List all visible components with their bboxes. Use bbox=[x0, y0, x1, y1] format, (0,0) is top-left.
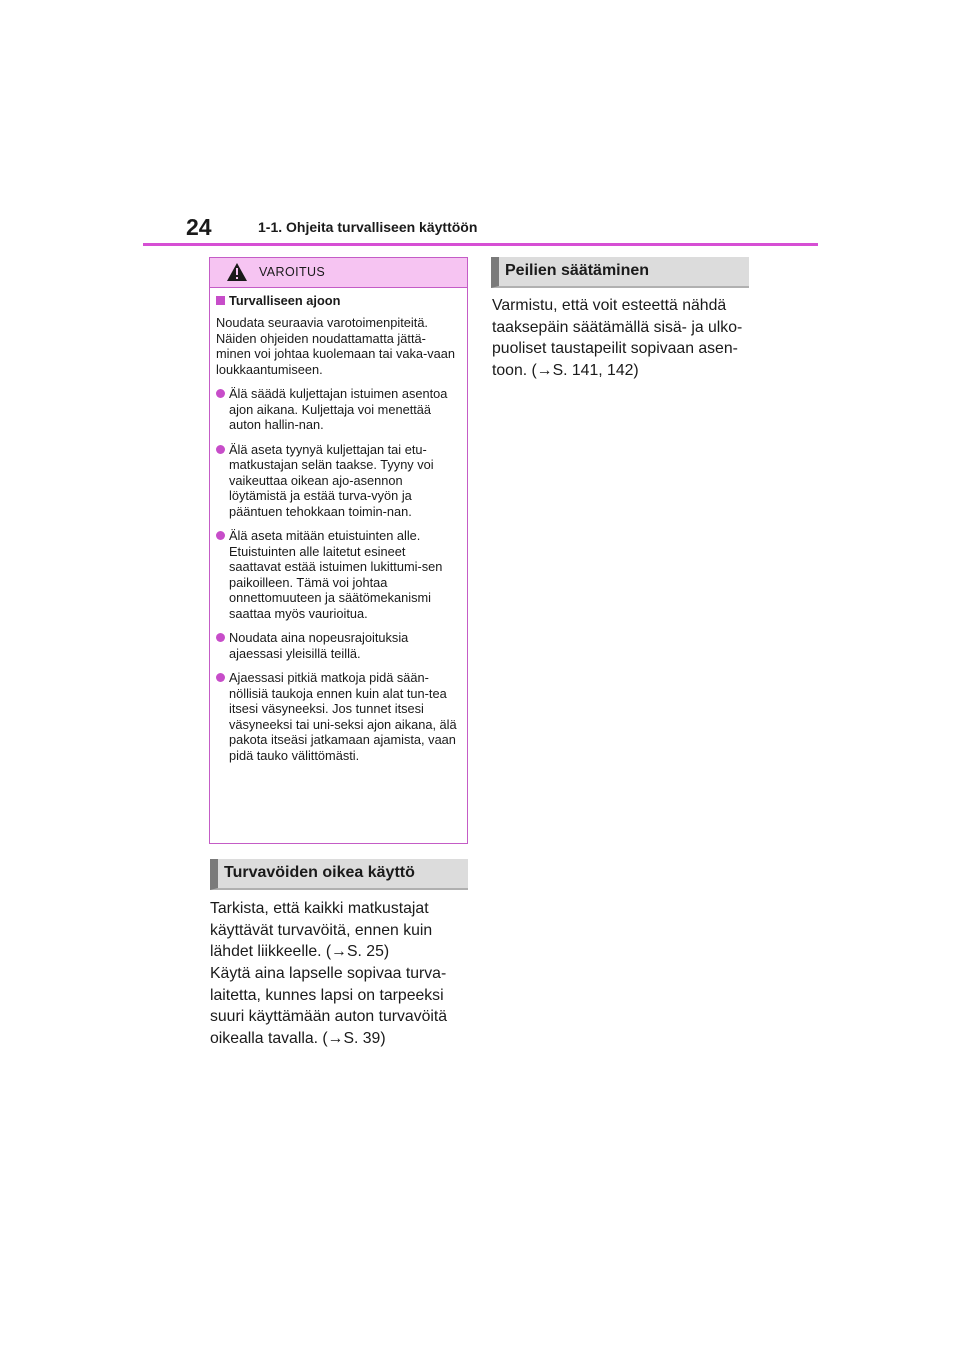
warning-item: Älä aseta tyynyä kuljettajan tai etu-matkustajan selän taakse. Tyyny voi vaikeuttaa oikean ajo-asennon löytämistä ja estää turva-vyön ja pääntuen tehokkaan toimin-nan. bbox=[216, 442, 458, 520]
round-bullet-icon bbox=[216, 673, 225, 682]
seatbelts-heading: Turvavöiden oikea käyttö bbox=[210, 859, 468, 890]
warning-item: Älä säädä kuljettajan istuimen asentoa ajon aikana. Kuljettaja voi menettää auton hallin-nan. bbox=[216, 386, 458, 433]
section-title: 1-1. Ohjeita turvalliseen käyttöön bbox=[258, 219, 478, 235]
warning-header bbox=[210, 258, 467, 288]
round-bullet-icon bbox=[216, 531, 225, 540]
round-bullet-icon bbox=[216, 445, 225, 454]
round-bullet-icon bbox=[216, 389, 225, 398]
mirrors-heading: Peilien säätäminen bbox=[491, 257, 749, 288]
square-bullet-icon bbox=[216, 296, 225, 305]
warning-triangle-icon bbox=[226, 262, 248, 282]
seatbelts-paragraph-2: Käytä aina lapselle sopivaa turva-laitetta, kunnes lapsi on tarpeeksi suuri käyttämään auton turvavöitä oikealla tavalla. (→S. 39) bbox=[210, 965, 448, 1047]
warning-item: Ajaessasi pitkiä matkoja pidä sään-nöllisiä taukoja ennen kuin alat tun-tea itsesi väsyneeksi. Jos tunnet itsesi väsyneeksi tai uni-seksi ajon aikana, älä pakota itseäsi jatkamaan ajamista, vaan pidä tauko välittömästi. bbox=[216, 670, 458, 763]
warning-item: Noudata aina nopeusrajoituksia ajaessasi yleisillä teillä. bbox=[216, 630, 458, 661]
warning-box bbox=[209, 257, 468, 844]
warning-heading: Turvalliseen ajoon bbox=[216, 293, 458, 308]
warning-intro: Noudata seuraavia varotoimenpiteitä. Näiden ohjeiden noudattamatta jättä-minen voi johtaa kuolemaan tai vaka-vaan loukkaantumiseen. bbox=[216, 315, 456, 377]
warning-item: Älä aseta mitään etuistuinten alle. Etuistuinten alle laitetut esineet saattavat estää istuimen lukittumi-sen paikoilleen. Tämä voi johtaa onnettomuuteen ja säätömekanismi saattaa myös vaurioitua. bbox=[216, 528, 458, 621]
header-divider bbox=[143, 243, 818, 246]
warning-body bbox=[210, 288, 467, 763]
warning-label: VAROITUS bbox=[259, 265, 326, 279]
round-bullet-icon bbox=[216, 633, 225, 642]
page-number: 24 bbox=[186, 214, 212, 240]
mirrors-paragraph: Varmistu, että voit esteettä nähdä taaksepäin säätämällä sisä- ja ulko-puoliset taustapeilit sopivaan asen-toon. (→S. 141, 142) bbox=[492, 297, 743, 379]
seatbelts-paragraph-1: Tarkista, että kaikki matkustajat käyttävät turvavöitä, ennen kuin lähdet liikkeelle. (→S. 25) bbox=[210, 900, 433, 960]
